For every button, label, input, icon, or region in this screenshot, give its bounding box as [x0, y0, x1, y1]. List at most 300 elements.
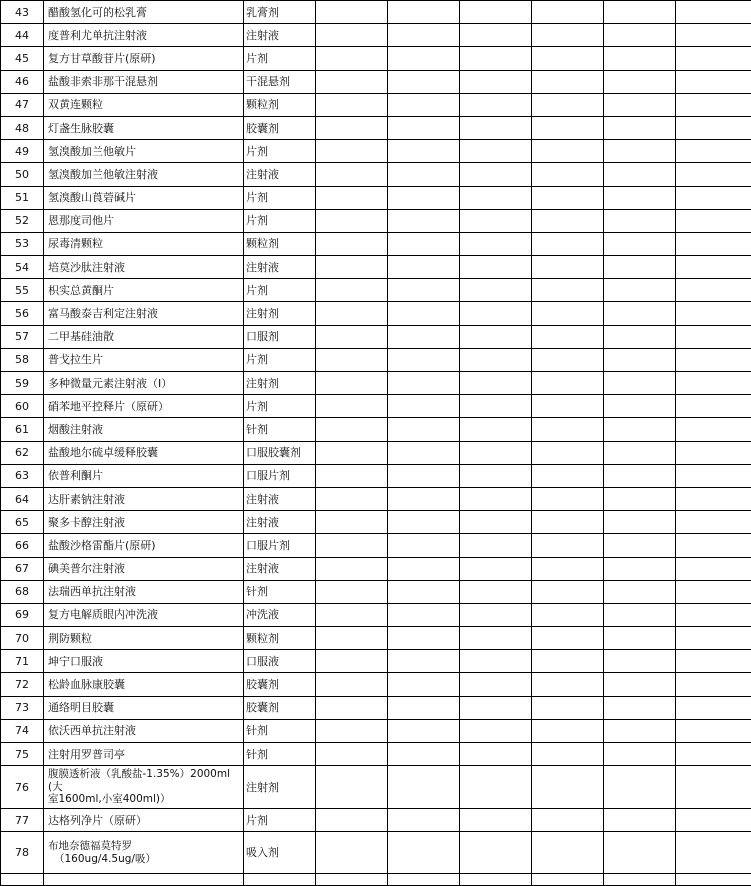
empty-cell[interactable] — [604, 302, 676, 325]
empty-cell[interactable] — [604, 279, 676, 302]
empty-cell[interactable] — [388, 832, 460, 874]
empty-cell[interactable] — [388, 279, 460, 302]
dosage-form-cell[interactable]: 注射液 — [244, 557, 316, 580]
empty-cell[interactable] — [532, 186, 604, 209]
row-number-cell[interactable]: 58 — [1, 348, 44, 371]
dosage-form-cell[interactable]: 口服剂 — [244, 325, 316, 348]
empty-cell[interactable] — [604, 116, 676, 139]
drug-name-cell[interactable]: 碘美普尔注射液 — [44, 557, 244, 580]
empty-cell[interactable] — [604, 348, 676, 371]
empty-cell[interactable] — [460, 673, 532, 696]
empty-cell[interactable] — [316, 603, 388, 626]
empty-cell[interactable] — [316, 395, 388, 418]
drug-name-cell[interactable]: 尿毒清颗粒 — [44, 232, 244, 255]
empty-cell[interactable] — [604, 557, 676, 580]
empty-cell[interactable] — [316, 650, 388, 673]
empty-cell[interactable] — [604, 441, 676, 464]
drug-name-cell[interactable]: 二甲基硅油散 — [44, 325, 244, 348]
empty-cell[interactable] — [676, 372, 751, 395]
empty-cell[interactable] — [460, 279, 532, 302]
empty-cell[interactable] — [676, 603, 751, 626]
empty-cell[interactable] — [676, 24, 751, 47]
empty-cell[interactable] — [388, 140, 460, 163]
empty-cell[interactable] — [532, 650, 604, 673]
empty-cell[interactable] — [676, 511, 751, 534]
empty-cell[interactable] — [676, 47, 751, 70]
row-number-cell[interactable]: 77 — [1, 809, 44, 832]
empty-cell[interactable] — [532, 580, 604, 603]
drug-name-cell[interactable]: 依普利酮片 — [44, 464, 244, 487]
empty-cell[interactable] — [460, 441, 532, 464]
drug-name-cell[interactable]: 注射用罗普司亭 — [44, 743, 244, 766]
empty-cell[interactable] — [388, 186, 460, 209]
empty-cell[interactable] — [532, 832, 604, 874]
empty-cell[interactable] — [388, 580, 460, 603]
empty-cell[interactable] — [316, 348, 388, 371]
empty-cell[interactable] — [388, 163, 460, 186]
empty-cell[interactable] — [604, 232, 676, 255]
row-number-cell[interactable]: 65 — [1, 511, 44, 534]
empty-cell[interactable] — [676, 650, 751, 673]
dosage-form-cell[interactable]: 口服胶囊剂 — [244, 441, 316, 464]
dosage-form-cell[interactable]: 针剂 — [244, 418, 316, 441]
empty-cell[interactable] — [532, 464, 604, 487]
drug-name-cell[interactable]: 坤宁口服液 — [44, 650, 244, 673]
drug-name-cell[interactable]: 硝苯地平控释片（原研） — [44, 395, 244, 418]
dosage-form-cell[interactable]: 针剂 — [244, 580, 316, 603]
empty-cell[interactable] — [676, 256, 751, 279]
drug-name-cell[interactable]: 枳实总黄酮片 — [44, 279, 244, 302]
empty-cell[interactable] — [676, 116, 751, 139]
drug-name-cell[interactable]: 双黄连颗粒 — [44, 93, 244, 116]
empty-cell[interactable] — [460, 395, 532, 418]
empty-cell[interactable] — [316, 279, 388, 302]
row-number-cell[interactable]: 49 — [1, 140, 44, 163]
empty-cell[interactable] — [532, 209, 604, 232]
empty-cell[interactable] — [532, 874, 604, 886]
empty-cell[interactable] — [604, 534, 676, 557]
empty-cell[interactable] — [316, 325, 388, 348]
dosage-form-cell[interactable]: 胶囊剂 — [244, 696, 316, 719]
row-number-cell[interactable]: 54 — [1, 256, 44, 279]
row-number-cell[interactable]: 67 — [1, 557, 44, 580]
empty-cell[interactable] — [604, 24, 676, 47]
empty-cell[interactable] — [316, 627, 388, 650]
empty-cell[interactable] — [388, 534, 460, 557]
row-number-cell[interactable]: 56 — [1, 302, 44, 325]
empty-cell[interactable] — [316, 1, 388, 24]
empty-cell[interactable] — [388, 418, 460, 441]
empty-cell[interactable] — [604, 580, 676, 603]
empty-cell[interactable] — [604, 743, 676, 766]
empty-cell[interactable] — [676, 163, 751, 186]
empty-cell[interactable] — [388, 348, 460, 371]
drug-name-cell[interactable]: 复方甘草酸苷片(原研) — [44, 47, 244, 70]
empty-cell[interactable] — [604, 511, 676, 534]
empty-cell[interactable] — [532, 302, 604, 325]
empty-cell[interactable] — [604, 325, 676, 348]
empty-cell[interactable] — [460, 580, 532, 603]
row-number-cell[interactable]: 50 — [1, 163, 44, 186]
empty-cell[interactable] — [676, 302, 751, 325]
empty-cell[interactable] — [316, 70, 388, 93]
dosage-form-cell[interactable]: 口服片剂 — [244, 464, 316, 487]
dosage-form-cell[interactable]: 片剂 — [244, 395, 316, 418]
empty-cell[interactable] — [460, 163, 532, 186]
empty-cell[interactable] — [604, 719, 676, 742]
empty-cell[interactable] — [460, 534, 532, 557]
dosage-form-cell[interactable]: 片剂 — [244, 140, 316, 163]
empty-cell[interactable] — [460, 650, 532, 673]
row-number-cell[interactable]: 59 — [1, 372, 44, 395]
empty-cell[interactable] — [604, 809, 676, 832]
drug-name-cell[interactable]: 氢溴酸山莨菪碱片 — [44, 186, 244, 209]
empty-cell[interactable] — [460, 603, 532, 626]
dosage-form-cell[interactable]: 注射液 — [244, 256, 316, 279]
drug-name-cell[interactable]: 氢溴酸加兰他敏注射液 — [44, 163, 244, 186]
empty-cell[interactable] — [604, 487, 676, 510]
dosage-form-cell[interactable]: 颗粒剂 — [244, 93, 316, 116]
drug-name-cell[interactable]: 醋酸氢化可的松乳膏 — [44, 1, 244, 24]
empty-cell[interactable] — [316, 766, 388, 809]
empty-cell[interactable] — [316, 372, 388, 395]
drug-name-cell[interactable]: 烟酸注射液 — [44, 418, 244, 441]
dosage-form-cell[interactable]: 注射液 — [244, 24, 316, 47]
empty-cell[interactable] — [604, 673, 676, 696]
empty-cell[interactable] — [604, 874, 676, 886]
empty-cell[interactable] — [388, 696, 460, 719]
empty-cell[interactable] — [676, 766, 751, 809]
row-number-cell[interactable]: 64 — [1, 487, 44, 510]
empty-cell[interactable] — [676, 279, 751, 302]
empty-cell[interactable] — [676, 140, 751, 163]
row-number-cell[interactable]: 52 — [1, 209, 44, 232]
empty-cell[interactable] — [316, 534, 388, 557]
empty-cell[interactable] — [604, 395, 676, 418]
empty-cell[interactable] — [676, 186, 751, 209]
empty-cell[interactable] — [316, 418, 388, 441]
row-number-cell[interactable]: 76 — [1, 766, 44, 809]
dosage-form-cell[interactable]: 注射液 — [244, 163, 316, 186]
empty-cell[interactable] — [460, 511, 532, 534]
empty-cell[interactable] — [676, 487, 751, 510]
empty-cell[interactable] — [388, 719, 460, 742]
drug-name-cell[interactable]: 盐酸地尔硫卓缓释胶囊 — [44, 441, 244, 464]
empty-cell[interactable] — [460, 186, 532, 209]
dosage-form-cell[interactable]: 注射液 — [244, 487, 316, 510]
empty-cell[interactable] — [460, 302, 532, 325]
empty-cell[interactable] — [388, 395, 460, 418]
dosage-form-cell[interactable]: 注射液 — [244, 511, 316, 534]
drug-name-cell[interactable]: 氢溴酸加兰他敏片 — [44, 140, 244, 163]
empty-cell[interactable] — [388, 650, 460, 673]
empty-cell[interactable] — [388, 441, 460, 464]
empty-cell[interactable] — [460, 719, 532, 742]
empty-cell[interactable] — [460, 372, 532, 395]
empty-cell[interactable] — [604, 627, 676, 650]
drug-name-cell[interactable]: 盐酸沙格雷酯片(原研) — [44, 534, 244, 557]
empty-cell[interactable] — [604, 766, 676, 809]
empty-cell[interactable] — [604, 464, 676, 487]
empty-cell[interactable] — [316, 696, 388, 719]
empty-cell[interactable] — [676, 441, 751, 464]
empty-cell[interactable] — [244, 874, 316, 886]
empty-cell[interactable] — [316, 464, 388, 487]
empty-cell[interactable] — [676, 743, 751, 766]
empty-cell[interactable] — [532, 1, 604, 24]
row-number-cell[interactable]: 44 — [1, 24, 44, 47]
empty-cell[interactable] — [316, 743, 388, 766]
empty-cell[interactable] — [676, 809, 751, 832]
empty-cell[interactable] — [532, 441, 604, 464]
drug-name-cell[interactable]: 复方电解质眼内冲洗液 — [44, 603, 244, 626]
empty-cell[interactable] — [604, 47, 676, 70]
empty-cell[interactable] — [316, 140, 388, 163]
empty-cell[interactable] — [604, 832, 676, 874]
empty-cell[interactable] — [604, 93, 676, 116]
empty-cell[interactable] — [388, 372, 460, 395]
empty-cell[interactable] — [532, 256, 604, 279]
empty-cell[interactable] — [532, 325, 604, 348]
empty-cell[interactable] — [460, 47, 532, 70]
empty-cell[interactable] — [316, 163, 388, 186]
empty-cell[interactable] — [532, 511, 604, 534]
empty-cell[interactable] — [316, 186, 388, 209]
empty-cell[interactable] — [676, 418, 751, 441]
empty-cell[interactable] — [388, 743, 460, 766]
drug-name-cell[interactable]: 聚多卡醇注射液 — [44, 511, 244, 534]
empty-cell[interactable] — [676, 464, 751, 487]
empty-cell[interactable] — [388, 70, 460, 93]
empty-cell[interactable] — [388, 1, 460, 24]
empty-cell[interactable] — [676, 1, 751, 24]
empty-cell[interactable] — [460, 256, 532, 279]
empty-cell[interactable] — [676, 874, 751, 886]
dosage-form-cell[interactable]: 胶囊剂 — [244, 673, 316, 696]
dosage-form-cell[interactable]: 注射剂 — [244, 766, 316, 809]
empty-cell[interactable] — [460, 809, 532, 832]
empty-cell[interactable] — [532, 534, 604, 557]
empty-cell[interactable] — [532, 47, 604, 70]
empty-cell[interactable] — [460, 418, 532, 441]
empty-cell[interactable] — [316, 719, 388, 742]
empty-cell[interactable] — [388, 627, 460, 650]
dosage-form-cell[interactable]: 针剂 — [244, 743, 316, 766]
empty-cell[interactable] — [532, 232, 604, 255]
empty-cell[interactable] — [460, 832, 532, 874]
drug-name-cell[interactable]: 达格列净片（原研） — [44, 809, 244, 832]
row-number-cell[interactable]: 74 — [1, 719, 44, 742]
empty-cell[interactable] — [388, 232, 460, 255]
dosage-form-cell[interactable]: 口服液 — [244, 650, 316, 673]
empty-cell[interactable] — [532, 603, 604, 626]
empty-cell[interactable] — [388, 603, 460, 626]
row-number-cell[interactable]: 75 — [1, 743, 44, 766]
empty-cell[interactable] — [460, 70, 532, 93]
row-number-cell[interactable]: 48 — [1, 116, 44, 139]
empty-cell[interactable] — [604, 418, 676, 441]
empty-cell[interactable] — [532, 279, 604, 302]
empty-cell[interactable] — [604, 140, 676, 163]
empty-cell[interactable] — [460, 487, 532, 510]
empty-cell[interactable] — [316, 673, 388, 696]
empty-cell[interactable] — [316, 47, 388, 70]
empty-cell[interactable] — [316, 116, 388, 139]
empty-cell[interactable] — [532, 719, 604, 742]
drug-name-cell[interactable]: 松龄血脉康胶囊 — [44, 673, 244, 696]
row-number-cell[interactable]: 69 — [1, 603, 44, 626]
drug-name-cell[interactable]: 达肝素钠注射液 — [44, 487, 244, 510]
empty-cell[interactable] — [532, 696, 604, 719]
empty-cell[interactable] — [532, 557, 604, 580]
empty-cell[interactable] — [388, 511, 460, 534]
empty-cell[interactable] — [676, 832, 751, 874]
empty-cell[interactable] — [316, 232, 388, 255]
empty-cell[interactable] — [388, 557, 460, 580]
drug-name-cell[interactable]: 通络明目胶囊 — [44, 696, 244, 719]
empty-cell[interactable] — [460, 874, 532, 886]
dosage-form-cell[interactable]: 口服片剂 — [244, 534, 316, 557]
empty-cell[interactable] — [388, 24, 460, 47]
dosage-form-cell[interactable]: 吸入剂 — [244, 832, 316, 874]
empty-cell[interactable] — [676, 93, 751, 116]
empty-cell[interactable] — [676, 70, 751, 93]
empty-cell[interactable] — [316, 511, 388, 534]
empty-cell[interactable] — [604, 70, 676, 93]
empty-cell[interactable] — [460, 325, 532, 348]
drug-name-cell[interactable] — [44, 832, 244, 874]
drug-name-cell[interactable]: 富马酸泰吉利定注射液 — [44, 302, 244, 325]
empty-cell[interactable] — [388, 325, 460, 348]
empty-cell[interactable] — [460, 140, 532, 163]
row-number-cell[interactable]: 61 — [1, 418, 44, 441]
empty-cell[interactable] — [532, 627, 604, 650]
empty-cell[interactable] — [532, 395, 604, 418]
empty-cell[interactable] — [532, 418, 604, 441]
empty-cell[interactable] — [460, 116, 532, 139]
empty-cell[interactable] — [532, 140, 604, 163]
row-number-cell[interactable]: 66 — [1, 534, 44, 557]
empty-cell[interactable] — [532, 372, 604, 395]
empty-cell[interactable] — [460, 464, 532, 487]
drug-name-cell[interactable]: 盐酸非索非那干混悬剂 — [44, 70, 244, 93]
empty-cell[interactable] — [460, 557, 532, 580]
empty-cell[interactable] — [388, 809, 460, 832]
empty-cell[interactable] — [316, 93, 388, 116]
drug-name-cell[interactable]: 灯盏生脉胶囊 — [44, 116, 244, 139]
empty-cell[interactable] — [316, 487, 388, 510]
row-number-cell[interactable]: 60 — [1, 395, 44, 418]
empty-cell[interactable] — [604, 256, 676, 279]
row-number-cell[interactable]: 78 — [1, 832, 44, 874]
empty-cell[interactable] — [676, 627, 751, 650]
row-number-cell[interactable]: 63 — [1, 464, 44, 487]
empty-cell[interactable] — [388, 464, 460, 487]
dosage-form-cell[interactable]: 片剂 — [244, 209, 316, 232]
empty-cell[interactable] — [1, 874, 44, 886]
empty-cell[interactable] — [316, 832, 388, 874]
drug-name-cell[interactable] — [44, 766, 244, 809]
empty-cell[interactable] — [316, 580, 388, 603]
empty-cell[interactable] — [532, 24, 604, 47]
row-number-cell[interactable]: 51 — [1, 186, 44, 209]
empty-cell[interactable] — [532, 487, 604, 510]
dosage-form-cell[interactable]: 乳膏剂 — [244, 1, 316, 24]
row-number-cell[interactable]: 62 — [1, 441, 44, 464]
empty-cell[interactable] — [388, 209, 460, 232]
dosage-form-cell[interactable]: 片剂 — [244, 47, 316, 70]
empty-cell[interactable] — [604, 209, 676, 232]
dosage-form-cell[interactable]: 片剂 — [244, 809, 316, 832]
empty-cell[interactable] — [676, 232, 751, 255]
empty-cell[interactable] — [316, 874, 388, 886]
empty-cell[interactable] — [460, 766, 532, 809]
empty-cell[interactable] — [316, 557, 388, 580]
empty-cell[interactable] — [388, 673, 460, 696]
empty-cell[interactable] — [460, 627, 532, 650]
row-number-cell[interactable]: 47 — [1, 93, 44, 116]
empty-cell[interactable] — [676, 325, 751, 348]
empty-cell[interactable] — [604, 603, 676, 626]
empty-cell[interactable] — [532, 348, 604, 371]
empty-cell[interactable] — [676, 673, 751, 696]
drug-name-cell[interactable]: 恩那度司他片 — [44, 209, 244, 232]
empty-cell[interactable] — [316, 809, 388, 832]
empty-cell[interactable] — [676, 209, 751, 232]
empty-cell[interactable] — [44, 874, 244, 886]
empty-cell[interactable] — [604, 696, 676, 719]
dosage-form-cell[interactable]: 针剂 — [244, 719, 316, 742]
empty-cell[interactable] — [388, 256, 460, 279]
empty-cell[interactable] — [676, 534, 751, 557]
empty-cell[interactable] — [604, 1, 676, 24]
dosage-form-cell[interactable]: 颗粒剂 — [244, 627, 316, 650]
dosage-form-cell[interactable]: 片剂 — [244, 279, 316, 302]
empty-cell[interactable] — [676, 557, 751, 580]
empty-cell[interactable] — [532, 743, 604, 766]
empty-cell[interactable] — [460, 743, 532, 766]
empty-cell[interactable] — [460, 348, 532, 371]
dosage-form-cell[interactable]: 片剂 — [244, 186, 316, 209]
dosage-form-cell[interactable]: 胶囊剂 — [244, 116, 316, 139]
drug-name-cell[interactable]: 荆防颗粒 — [44, 627, 244, 650]
empty-cell[interactable] — [604, 186, 676, 209]
empty-cell[interactable] — [316, 302, 388, 325]
empty-cell[interactable] — [316, 256, 388, 279]
empty-cell[interactable] — [676, 580, 751, 603]
empty-cell[interactable] — [388, 116, 460, 139]
empty-cell[interactable] — [388, 93, 460, 116]
empty-cell[interactable] — [532, 809, 604, 832]
empty-cell[interactable] — [316, 441, 388, 464]
row-number-cell[interactable]: 55 — [1, 279, 44, 302]
dosage-form-cell[interactable]: 片剂 — [244, 348, 316, 371]
row-number-cell[interactable]: 57 — [1, 325, 44, 348]
row-number-cell[interactable]: 43 — [1, 1, 44, 24]
empty-cell[interactable] — [460, 696, 532, 719]
drug-name-cell[interactable]: 度普利尤单抗注射液 — [44, 24, 244, 47]
row-number-cell[interactable]: 71 — [1, 650, 44, 673]
empty-cell[interactable] — [460, 209, 532, 232]
row-number-cell[interactable]: 73 — [1, 696, 44, 719]
empty-cell[interactable] — [532, 766, 604, 809]
empty-cell[interactable] — [604, 650, 676, 673]
empty-cell[interactable] — [532, 673, 604, 696]
drug-name-cell[interactable]: 依沃西单抗注射液 — [44, 719, 244, 742]
dosage-form-cell[interactable]: 注射剂 — [244, 372, 316, 395]
dosage-form-cell[interactable]: 颗粒剂 — [244, 232, 316, 255]
drug-name-cell[interactable]: 普戈拉生片 — [44, 348, 244, 371]
